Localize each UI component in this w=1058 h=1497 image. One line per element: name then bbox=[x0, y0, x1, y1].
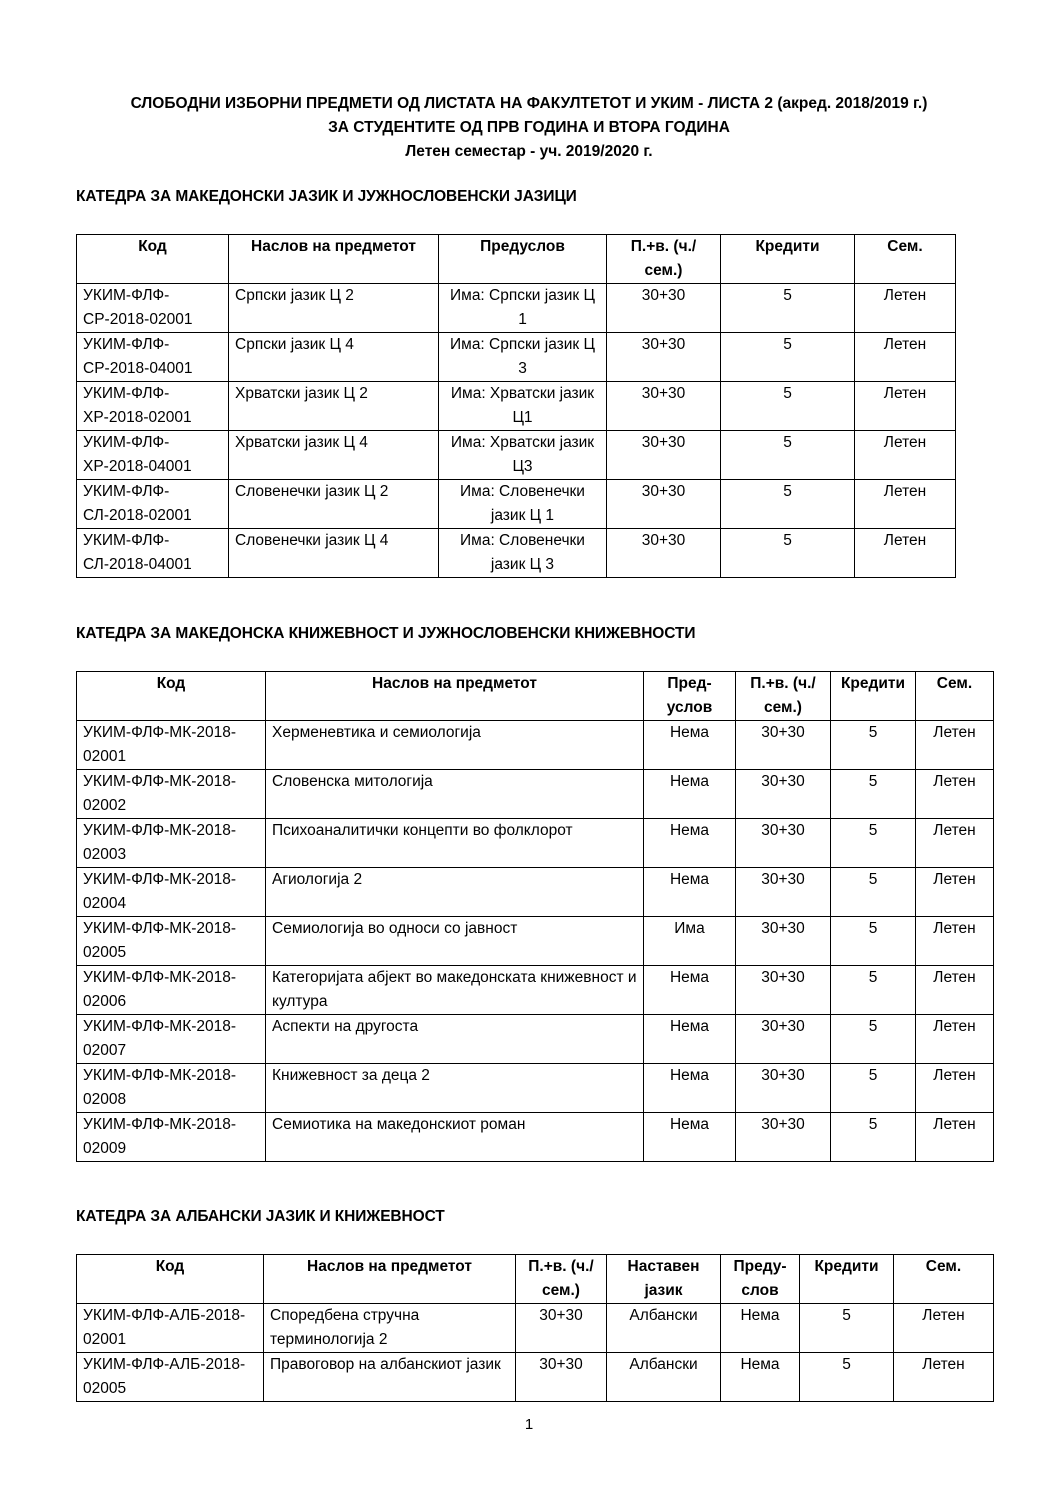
table-row bbox=[77, 431, 956, 480]
cell-prerequisite: Има: Српски јазик Ц 3 bbox=[439, 333, 607, 382]
cell-title: Семиологија во односи со јавност bbox=[266, 917, 644, 966]
cell-title: Херменевтика и семиологија bbox=[266, 721, 644, 770]
cell-hours: 30+30 bbox=[607, 333, 721, 382]
cell-credits: 5 bbox=[831, 917, 916, 966]
cell-credits: 5 bbox=[721, 284, 855, 333]
column-header-title: Наслов на предметот bbox=[266, 672, 644, 721]
cell-prerequisite: Нема bbox=[644, 1113, 736, 1162]
column-header-hours: П.+в. (ч./сем.) bbox=[607, 235, 721, 284]
cell-credits: 5 bbox=[831, 1064, 916, 1113]
table-header-row bbox=[77, 672, 994, 721]
cell-title: Психоаналитички концепти во фолклорот bbox=[266, 819, 644, 868]
cell-prerequisite: Има bbox=[644, 917, 736, 966]
table-row bbox=[77, 480, 956, 529]
cell-semester: Летен bbox=[855, 480, 956, 529]
cell-language: Албански bbox=[607, 1353, 721, 1402]
table-macedonian-literature bbox=[76, 671, 994, 1162]
cell-credits: 5 bbox=[721, 480, 855, 529]
cell-title: Хрватски јазик Ц 2 bbox=[229, 382, 439, 431]
cell-semester: Летен bbox=[894, 1304, 994, 1353]
cell-title: Агиологија 2 bbox=[266, 868, 644, 917]
table-row bbox=[77, 529, 956, 578]
cell-credits: 5 bbox=[721, 529, 855, 578]
cell-code: УКИМ-ФЛФ-СР-2018-04001 bbox=[77, 333, 229, 382]
table-row bbox=[77, 1304, 994, 1353]
section-title-albanian: КАТЕДРА ЗА АЛБАНСКИ ЈАЗИК И КНИЖЕВНОСТ bbox=[76, 1208, 445, 1225]
column-header-semester: Сем. bbox=[855, 235, 956, 284]
table-row bbox=[77, 966, 994, 1015]
cell-prerequisite: Има: Хрватски јазик Ц3 bbox=[439, 431, 607, 480]
cell-prerequisite: Нема bbox=[644, 1015, 736, 1064]
cell-semester: Летен bbox=[855, 284, 956, 333]
cell-code: УКИМ-ФЛФ-АЛБ-2018-02005 bbox=[77, 1353, 264, 1402]
column-header-prerequisite: Преду-слов bbox=[721, 1255, 800, 1304]
column-header-prerequisite: Предуслов bbox=[439, 235, 607, 284]
cell-credits: 5 bbox=[831, 819, 916, 868]
cell-prerequisite: Има: Словенечки јазик Ц 1 bbox=[439, 480, 607, 529]
cell-semester: Летен bbox=[916, 868, 994, 917]
column-header-language: Наставен јазик bbox=[607, 1255, 721, 1304]
cell-semester: Летен bbox=[855, 529, 956, 578]
column-header-credits: Кредити bbox=[831, 672, 916, 721]
cell-code: УКИМ-ФЛФ-МК-2018-02007 bbox=[77, 1015, 266, 1064]
cell-code: УКИМ-ФЛФ-АЛБ-2018-02001 bbox=[77, 1304, 264, 1353]
cell-semester: Летен bbox=[855, 382, 956, 431]
cell-title: Споредбена стручна терминологија 2 bbox=[264, 1304, 516, 1353]
cell-prerequisite: Има: Српски јазик Ц 1 bbox=[439, 284, 607, 333]
cell-title: Правоговор на албанскиот јазик bbox=[264, 1353, 516, 1402]
cell-credits: 5 bbox=[831, 770, 916, 819]
cell-credits: 5 bbox=[800, 1304, 894, 1353]
table-macedonian-language bbox=[76, 234, 956, 578]
cell-credits: 5 bbox=[721, 431, 855, 480]
table-albanian bbox=[76, 1254, 994, 1402]
cell-prerequisite: Нема bbox=[721, 1353, 800, 1402]
table-row bbox=[77, 770, 994, 819]
cell-semester: Летен bbox=[916, 721, 994, 770]
cell-semester: Летен bbox=[916, 1015, 994, 1064]
cell-title: Категоријата абјект во македонската книжевност и култура bbox=[266, 966, 644, 1015]
table-row bbox=[77, 1015, 994, 1064]
cell-hours: 30+30 bbox=[736, 1064, 831, 1113]
cell-credits: 5 bbox=[831, 721, 916, 770]
document-semester: Летен семестар - уч. 2019/2020 г. bbox=[405, 143, 653, 160]
cell-prerequisite: Нема bbox=[644, 721, 736, 770]
cell-hours: 30+30 bbox=[736, 721, 831, 770]
cell-code: УКИМ-ФЛФ-МК-2018-02009 bbox=[77, 1113, 266, 1162]
table-row bbox=[77, 1064, 994, 1113]
cell-semester: Летен bbox=[894, 1353, 994, 1402]
cell-code: УКИМ-ФЛФ-МК-2018-02005 bbox=[77, 917, 266, 966]
document-header bbox=[0, 92, 1058, 164]
cell-prerequisite: Нема bbox=[644, 868, 736, 917]
table-row bbox=[77, 284, 956, 333]
cell-code: УКИМ-ФЛФ-МК-2018-02002 bbox=[77, 770, 266, 819]
cell-semester: Летен bbox=[916, 966, 994, 1015]
column-header-semester: Сем. bbox=[916, 672, 994, 721]
cell-hours: 30+30 bbox=[607, 529, 721, 578]
cell-prerequisite: Нема bbox=[644, 966, 736, 1015]
document-subtitle: ЗА СТУДЕНТИТЕ ОД ПРВ ГОДИНА И ВТОРА ГОДИНА bbox=[328, 119, 730, 136]
column-header-code: Код bbox=[77, 235, 229, 284]
cell-hours: 30+30 bbox=[736, 917, 831, 966]
cell-code: УКИМ-ФЛФ-МК-2018-02004 bbox=[77, 868, 266, 917]
cell-hours: 30+30 bbox=[736, 819, 831, 868]
cell-credits: 5 bbox=[831, 868, 916, 917]
cell-hours: 30+30 bbox=[516, 1353, 607, 1402]
table-row bbox=[77, 1113, 994, 1162]
cell-credits: 5 bbox=[831, 1113, 916, 1162]
page-number: 1 bbox=[524, 1416, 534, 1433]
cell-code: УКИМ-ФЛФ-СР-2018-02001 bbox=[77, 284, 229, 333]
cell-title: Словенечки јазик Ц 4 bbox=[229, 529, 439, 578]
section-title-macedonian-language: КАТЕДРА ЗА МАКЕДОНСКИ ЈАЗИК И ЈУЖНОСЛОВЕНСКИ ЈАЗИЦИ bbox=[76, 188, 577, 205]
table-header-row bbox=[77, 235, 956, 284]
cell-credits: 5 bbox=[800, 1353, 894, 1402]
cell-hours: 30+30 bbox=[607, 284, 721, 333]
column-header-hours: П.+в. (ч./сем.) bbox=[736, 672, 831, 721]
cell-semester: Летен bbox=[855, 333, 956, 382]
cell-language: Албански bbox=[607, 1304, 721, 1353]
table-header-row bbox=[77, 1255, 994, 1304]
cell-semester: Летен bbox=[916, 819, 994, 868]
cell-hours: 30+30 bbox=[607, 382, 721, 431]
cell-title: Хрватски јазик Ц 4 bbox=[229, 431, 439, 480]
column-header-code: Код bbox=[77, 672, 266, 721]
cell-hours: 30+30 bbox=[607, 480, 721, 529]
cell-hours: 30+30 bbox=[736, 1015, 831, 1064]
table-row bbox=[77, 868, 994, 917]
cell-semester: Летен bbox=[916, 917, 994, 966]
cell-semester: Летен bbox=[916, 1064, 994, 1113]
cell-credits: 5 bbox=[831, 966, 916, 1015]
cell-semester: Летен bbox=[855, 431, 956, 480]
cell-code: УКИМ-ФЛФ-МК-2018-02003 bbox=[77, 819, 266, 868]
cell-title: Словенска митологија bbox=[266, 770, 644, 819]
cell-title: Книжевност за деца 2 bbox=[266, 1064, 644, 1113]
table-row bbox=[77, 333, 956, 382]
table-row bbox=[77, 721, 994, 770]
column-header-prerequisite: Пред-услов bbox=[644, 672, 736, 721]
column-header-code: Код bbox=[77, 1255, 264, 1304]
table-row bbox=[77, 819, 994, 868]
cell-prerequisite: Има: Словенечки јазик Ц 3 bbox=[439, 529, 607, 578]
cell-prerequisite: Нема bbox=[644, 1064, 736, 1113]
column-header-title: Наслов на предметот bbox=[264, 1255, 516, 1304]
cell-credits: 5 bbox=[721, 382, 855, 431]
cell-code: УКИМ-ФЛФ-МК-2018-02006 bbox=[77, 966, 266, 1015]
cell-title: Аспекти на другоста bbox=[266, 1015, 644, 1064]
cell-code: УКИМ-ФЛФ-СЛ-2018-04001 bbox=[77, 529, 229, 578]
cell-hours: 30+30 bbox=[736, 966, 831, 1015]
column-header-semester: Сем. bbox=[894, 1255, 994, 1304]
cell-title: Српски јазик Ц 2 bbox=[229, 284, 439, 333]
cell-semester: Летен bbox=[916, 1113, 994, 1162]
cell-code: УКИМ-ФЛФ-МК-2018-02001 bbox=[77, 721, 266, 770]
column-header-credits: Кредити bbox=[721, 235, 855, 284]
table-row bbox=[77, 382, 956, 431]
section-title-macedonian-literature: КАТЕДРА ЗА МАКЕДОНСКА КНИЖЕВНОСТ И ЈУЖНОСЛОВЕНСКИ КНИЖЕВНОСТИ bbox=[76, 625, 696, 642]
cell-code: УКИМ-ФЛФ-МК-2018-02008 bbox=[77, 1064, 266, 1113]
cell-prerequisite: Има: Хрватски јазик Ц1 bbox=[439, 382, 607, 431]
cell-prerequisite: Нема bbox=[644, 819, 736, 868]
cell-title: Српски јазик Ц 4 bbox=[229, 333, 439, 382]
column-header-title: Наслов на предметот bbox=[229, 235, 439, 284]
column-header-credits: Кредити bbox=[800, 1255, 894, 1304]
cell-title: Словенечки јазик Ц 2 bbox=[229, 480, 439, 529]
table-row bbox=[77, 917, 994, 966]
cell-semester: Летен bbox=[916, 770, 994, 819]
cell-hours: 30+30 bbox=[516, 1304, 607, 1353]
cell-code: УКИМ-ФЛФ-ХР-2018-02001 bbox=[77, 382, 229, 431]
cell-title: Семиотика на македонскиот роман bbox=[266, 1113, 644, 1162]
cell-hours: 30+30 bbox=[607, 431, 721, 480]
cell-code: УКИМ-ФЛФ-СЛ-2018-02001 bbox=[77, 480, 229, 529]
table-row bbox=[77, 1353, 994, 1402]
cell-credits: 5 bbox=[721, 333, 855, 382]
cell-hours: 30+30 bbox=[736, 868, 831, 917]
cell-credits: 5 bbox=[831, 1015, 916, 1064]
cell-prerequisite: Нема bbox=[644, 770, 736, 819]
column-header-hours: П.+в. (ч./сем.) bbox=[516, 1255, 607, 1304]
cell-hours: 30+30 bbox=[736, 1113, 831, 1162]
cell-code: УКИМ-ФЛФ-ХР-2018-04001 bbox=[77, 431, 229, 480]
cell-prerequisite: Нема bbox=[721, 1304, 800, 1353]
document-title: СЛОБОДНИ ИЗБОРНИ ПРЕДМЕТИ ОД ЛИСТАТА НА ФАКУЛТЕТОТ И УКИМ - ЛИСТА 2 (акред. 2018/2019 г.) bbox=[130, 95, 928, 112]
cell-hours: 30+30 bbox=[736, 770, 831, 819]
